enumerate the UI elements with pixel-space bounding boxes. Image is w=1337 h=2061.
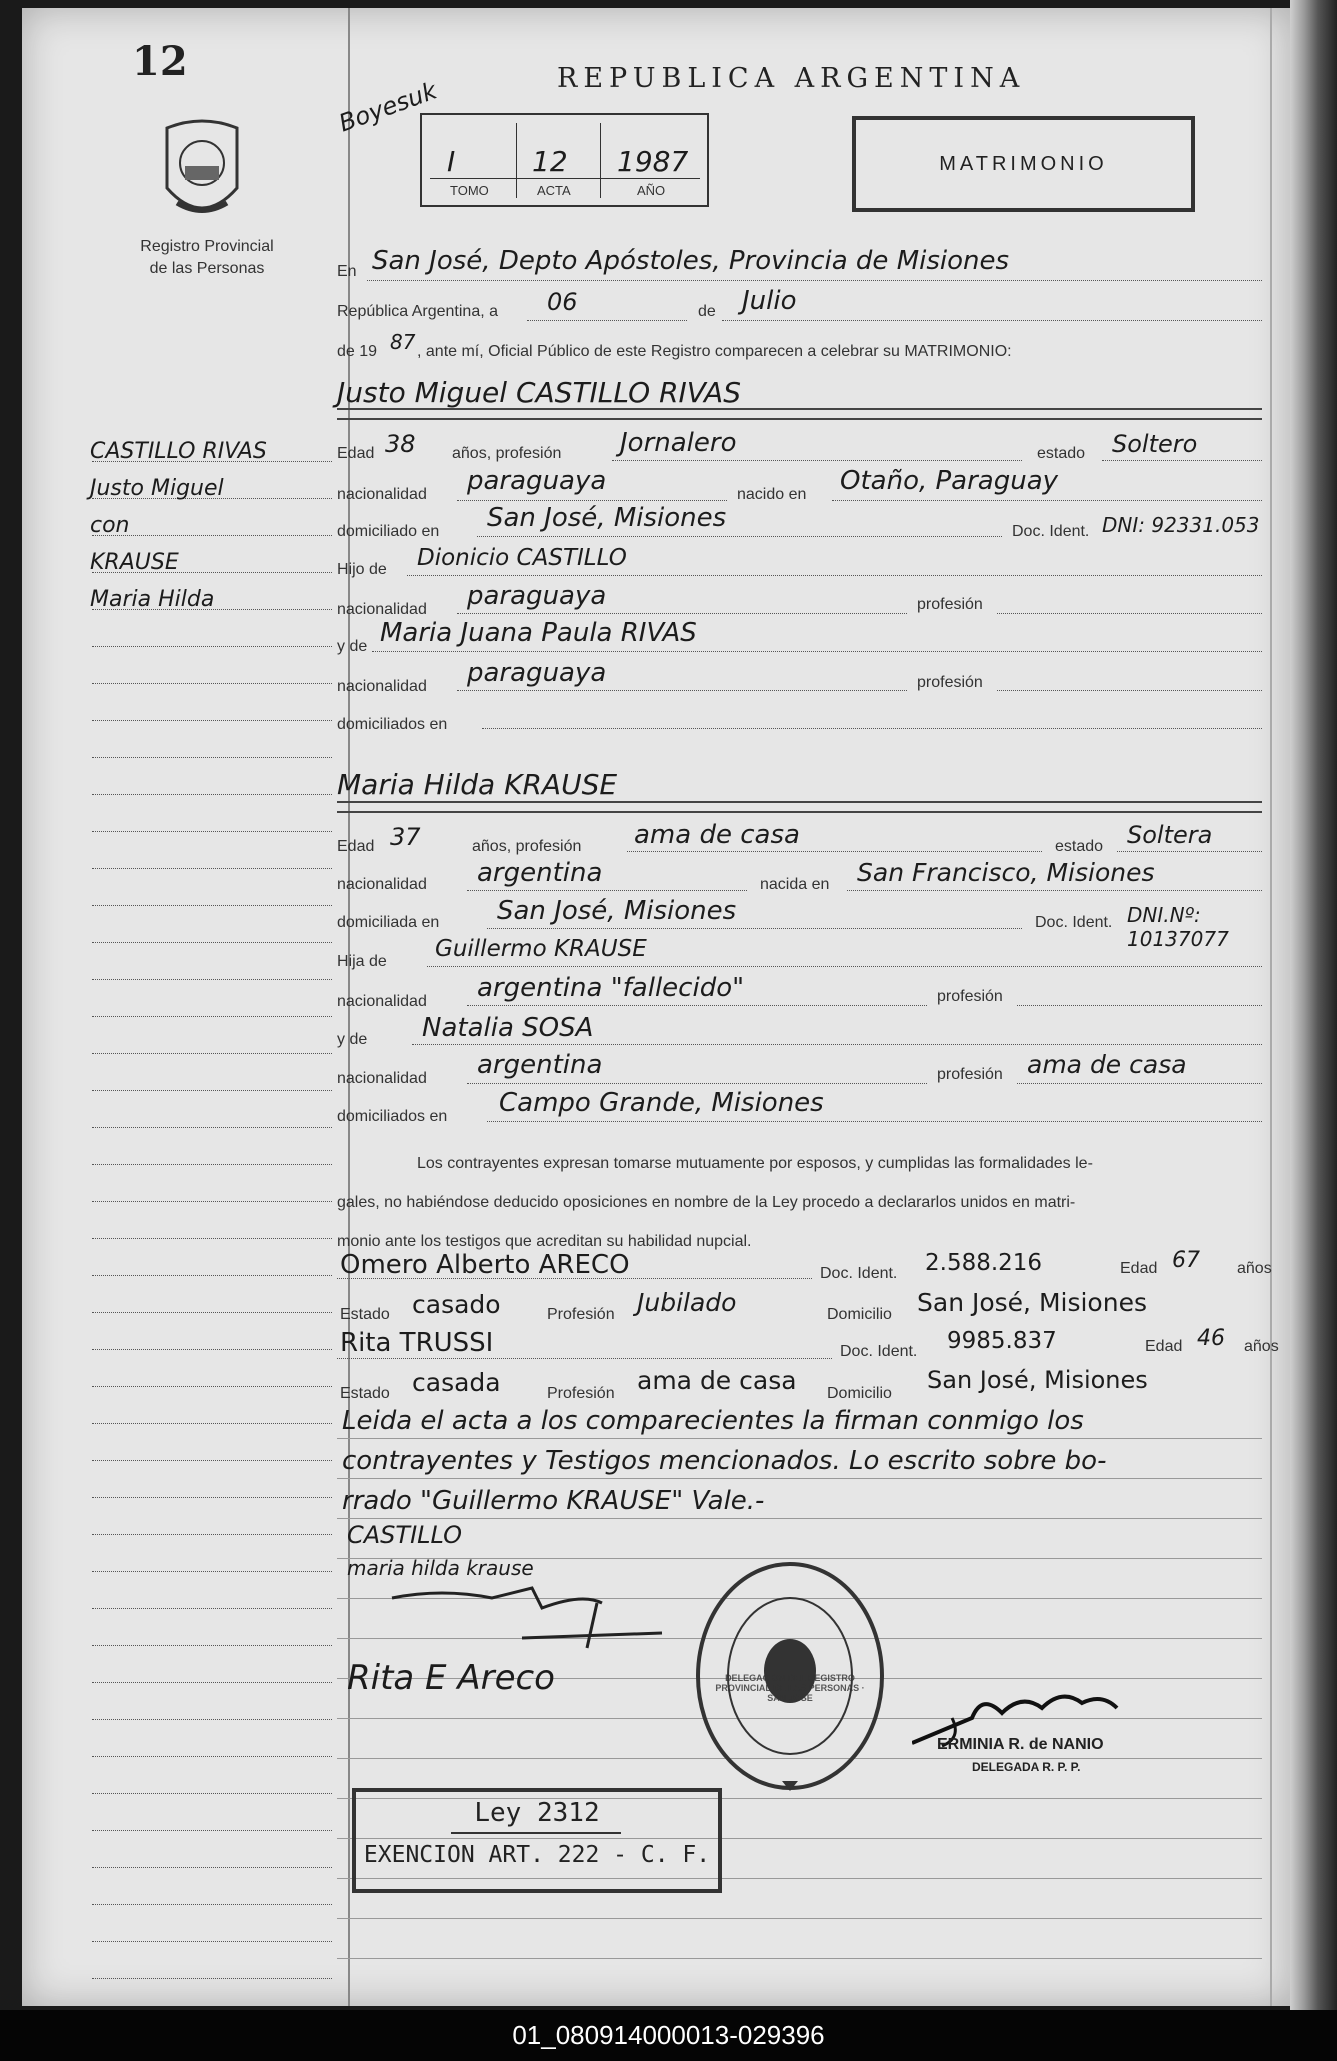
groom-mother-nationality: paraguaya (467, 658, 607, 688)
closing-line1: Leida el acta a los comparecientes la firman conmigo los (342, 1406, 1084, 1436)
groom-estado-label: estado (1037, 445, 1086, 462)
witness2-name: Rita TRUSSI (340, 1328, 494, 1358)
declaration-line3: monio ante los testigos que acreditan su habilidad nupcial. (337, 1233, 752, 1250)
intro-statement: , ante mí, Oficial Público de este Registro comparecen a celebrar su MATRIMONIO: (417, 343, 1012, 360)
bride-yde-label: y de (337, 1031, 368, 1048)
groom-domicile: San José, Misiones (487, 503, 727, 533)
closing-line3: rrado "Guillermo KRAUSE" Vale.- (342, 1486, 765, 1516)
intro-country-label: República Argentina, a (337, 303, 498, 320)
law-exemption-stamp (352, 1788, 722, 1893)
witness2-prof-label: Profesión (547, 1385, 615, 1402)
witness2-edad-label: Edad (1145, 1338, 1183, 1355)
groom-father-nac-label: nacionalidad (337, 601, 427, 618)
groom-doc-label: Doc. Ident. (1012, 523, 1090, 540)
image-id-footer: 01_080914000013-029396 (0, 2010, 1337, 2061)
tomo-value: I (447, 145, 456, 178)
bride-anos-label: años, profesión (472, 838, 582, 855)
witness2-dom-label: Domicilio (827, 1385, 892, 1402)
declaration-line1: Los contrayentes expresan tomarse mutuamente por esposos, y cumplidas las formalidades le- (417, 1155, 1093, 1172)
bride-profession: ama de casa (634, 820, 800, 850)
book-spine (1290, 0, 1337, 2010)
intro-year-prefix: de 19 (337, 343, 378, 360)
margin-bride-given: Maria Hilda (90, 587, 215, 612)
closing-text (342, 1401, 1272, 1521)
bride-domiciliados-label: domiciliados en (337, 1108, 448, 1125)
bride-birthplace: San Francisco, Misiones (857, 858, 1155, 887)
bride-name: Maria Hilda KRAUSE (337, 768, 618, 801)
groom-anos-label: años, profesión (452, 445, 562, 462)
groom-father-nationality: paraguaya (467, 581, 607, 611)
witness2-age: 46 (1197, 1326, 1225, 1351)
witness1-prof-label: Profesión (547, 1306, 615, 1323)
record-box (420, 113, 709, 207)
witness1-dom-label: Domicilio (827, 1306, 892, 1323)
groom-yde-label: y de (337, 638, 368, 655)
groom-mother-prof-label: profesión (917, 674, 983, 691)
witness2-profession: ama de casa (637, 1366, 797, 1395)
witness2-estado: casada (412, 1368, 501, 1397)
groom-dom-label: domiciliado en (337, 523, 440, 540)
bride-mother: Natalia SOSA (422, 1013, 594, 1043)
law-stamp-line1: Ley 2312 (474, 1798, 600, 1828)
registry-label (117, 236, 297, 280)
witness1-edad-label: Edad (1120, 1260, 1158, 1277)
groom-edad-label: Edad (337, 445, 375, 462)
groom-birthplace: Otaño, Paraguay (840, 466, 1059, 496)
bride-estado-label: estado (1055, 838, 1104, 855)
right-margin-line (1270, 8, 1272, 2006)
bride-nac-label: nacionalidad (337, 876, 427, 893)
country-heading: REPUBLICA ARGENTINA (557, 63, 1026, 94)
witness1-name: Omero Alberto ARECO (340, 1250, 630, 1280)
margin-names (90, 433, 267, 618)
acta-label: ACTA (537, 183, 571, 198)
bride-mother-profession: ama de casa (1027, 1050, 1187, 1079)
margin-bride-surname: KRAUSE (90, 550, 179, 575)
bride-mother-nac-label: nacionalidad (337, 1070, 427, 1087)
signature-witnesses: Rita E Areco (347, 1658, 555, 1698)
witness2-anos: años (1244, 1338, 1279, 1355)
bride-estado: Soltera (1127, 821, 1213, 849)
bride-nacida-label: nacida en (760, 876, 830, 893)
bride-doc-label: Doc. Ident. (1035, 914, 1113, 931)
witness1-profession: Jubilado (637, 1288, 737, 1317)
tomo-label: TOMO (450, 183, 489, 198)
bride-father-nac-label: nacionalidad (337, 993, 427, 1010)
bride-edad-label: Edad (337, 838, 375, 855)
witness1-doc: 2.588.216 (925, 1250, 1043, 1276)
registry-label-line2: de las Personas (149, 260, 265, 277)
signature-groom: CASTILLO (347, 1521, 463, 1549)
official-title: DELEGADA R. P. P. (972, 1760, 1081, 1774)
intro-month: Julio (742, 286, 797, 316)
groom-age: 38 (385, 430, 416, 458)
official-name: ERMINIA R. de NANIO (937, 1736, 1104, 1753)
closing-line2: contrayentes y Testigos mencionados. Lo escrito sobre bo- (342, 1446, 1107, 1476)
bride-parents-domicile: Campo Grande, Misiones (499, 1088, 824, 1118)
bride-dom-label: domiciliada en (337, 914, 440, 931)
intro-place: San José, Depto Apóstoles, Provincia de Misiones (372, 246, 1010, 276)
register-page (22, 8, 1290, 2006)
groom-domiciliados-label: domiciliados en (337, 716, 448, 733)
type-box (852, 116, 1195, 212)
witness2-doc-label: Doc. Ident. (840, 1343, 918, 1360)
declaration-line2: gales, no habiéndose deducido oposiciones en nombre de la Ley procedo a declararlos unidos en matri- (337, 1194, 1076, 1211)
acta-value: 12 (532, 145, 568, 178)
intro-day: 06 (547, 288, 578, 316)
witness1-estado-label: Estado (340, 1306, 390, 1323)
witness2-domicile: San José, Misiones (927, 1366, 1148, 1394)
margin-groom-surname: CASTILLO RIVAS (90, 439, 267, 464)
bride-father-prof-label: profesión (937, 988, 1003, 1005)
declaration (337, 1144, 1267, 1261)
bride-father-nationality: argentina "fallecido" (477, 973, 745, 1003)
bride-mother-prof-label: profesión (937, 1066, 1003, 1083)
ano-label: AÑO (637, 183, 666, 198)
law-stamp-line2: EXENCION ART. 222 - C. F. (363, 1842, 711, 1868)
provincial-crest-icon (157, 118, 247, 228)
groom-profession: Jornalero (620, 428, 737, 458)
groom-name: Justo Miguel CASTILLO RIVAS (337, 376, 741, 409)
bride-age: 37 (390, 823, 421, 851)
bride-hija-label: Hija de (337, 953, 387, 970)
bride-domicile: San José, Misiones (497, 896, 737, 926)
bride-father: Guillermo KRAUSE (435, 936, 647, 962)
witness1-age: 67 (1172, 1248, 1200, 1273)
witness1-domicile: San José, Misiones (917, 1288, 1147, 1317)
groom-nac-label: nacionalidad (337, 486, 427, 503)
witness1-estado: casado (412, 1290, 501, 1319)
type-box-label: MATRIMONIO (939, 153, 1108, 175)
witness1-doc-label: Doc. Ident. (820, 1265, 898, 1282)
witness2-doc: 9985.837 (947, 1328, 1057, 1354)
witness2-estado-label: Estado (340, 1385, 390, 1402)
bride-doc: DNI.Nº: 10137077 (1127, 903, 1229, 951)
groom-nacido-label: nacido en (737, 486, 807, 503)
groom-mother-nac-label: nacionalidad (337, 678, 427, 695)
intro-year-suffix: 87 (390, 330, 416, 354)
registry-seal-text: DELEGACION DEL REGISTRO PROVINCIAL DE LAS PERSONAS · SAN JOSE (715, 1673, 865, 1703)
handwritten-annotation: Boyesuk (335, 76, 441, 138)
ano-value: 1987 (617, 145, 689, 178)
bride-mother-nationality: argentina (477, 1050, 603, 1080)
bride-nationality: argentina (477, 858, 603, 888)
signature-bride: maria hilda krause (347, 1556, 534, 1580)
groom-nationality: paraguaya (467, 466, 607, 496)
groom-hijo-label: Hijo de (337, 561, 387, 578)
intro-en-label: En (337, 263, 357, 280)
groom-mother: Maria Juana Paula RIVAS (380, 618, 697, 648)
witness-signature-scrawl-icon (382, 1578, 682, 1658)
groom-estado: Soltero (1112, 430, 1198, 458)
margin-con: con (90, 513, 130, 538)
page-number: 12 (132, 38, 188, 85)
groom-doc: DNI: 92331.053 (1102, 513, 1260, 537)
groom-father: Dionicio CASTILLO (417, 545, 627, 571)
margin-groom-given: Justo Miguel (90, 476, 224, 501)
intro-de-label: de (698, 303, 716, 320)
registry-label-line1: Registro Provincial (140, 238, 274, 255)
groom-father-prof-label: profesión (917, 596, 983, 613)
witness1-anos: años (1237, 1260, 1272, 1277)
